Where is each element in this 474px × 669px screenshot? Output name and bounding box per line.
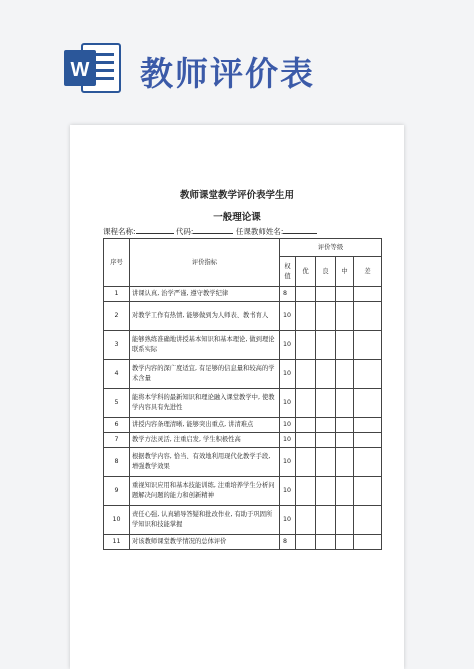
row-excellent-cell [296,477,316,506]
row-excellent-cell [296,389,316,418]
row-weight: 10 [280,302,296,331]
row-good-cell [316,360,336,389]
teacher-name-blank [283,225,317,234]
row-fair-cell [336,302,354,331]
table-row [104,389,382,418]
word-logo-letter: W [70,59,90,81]
course-name-blank [136,225,174,234]
row-fair-cell [336,448,354,477]
row-indicator: 根据教学内容, 恰当、有效地利用现代化教学手段, 增强教学效果 [130,448,280,477]
row-index: 9 [104,477,130,506]
code-blank [193,225,233,234]
row-good-cell [316,433,336,448]
word-document-icon [62,40,124,96]
row-weight: 8 [280,535,296,550]
header-grade: 评价等级 [280,239,382,257]
header-indicator: 评价指标 [130,239,280,287]
row-weight: 10 [280,448,296,477]
row-poor-cell [354,506,382,535]
row-weight: 10 [280,389,296,418]
row-fair-cell [336,287,354,302]
table-row [104,433,382,448]
row-poor-cell [354,418,382,433]
row-poor-cell [354,477,382,506]
row-excellent-cell [296,433,316,448]
header-excellent: 优 [296,257,316,287]
row-fair-cell [336,418,354,433]
header-row-1 [104,239,382,257]
banner [0,0,474,112]
row-poor-cell [354,535,382,550]
code-label: 代码: [175,227,194,236]
row-index: 4 [104,360,130,389]
row-good-cell [316,302,336,331]
row-good-cell [316,389,336,418]
row-excellent-cell [296,506,316,535]
row-fair-cell [336,360,354,389]
row-index: 2 [104,302,130,331]
row-good-cell [316,448,336,477]
row-indicator: 对该教师课堂教学情况的总体评价 [130,535,280,550]
table-row [104,477,382,506]
row-poor-cell [354,389,382,418]
row-excellent-cell [296,287,316,302]
row-weight: 10 [280,477,296,506]
row-excellent-cell [296,448,316,477]
row-weight: 10 [280,360,296,389]
row-excellent-cell [296,535,316,550]
banner-title: 教师评价表 [140,54,315,93]
row-fair-cell [336,433,354,448]
row-indicator: 能够熟练准确地讲授基本知识和基本理论, 做到理论联系实际 [130,331,280,360]
header-index: 序号 [104,239,130,287]
table-row [104,302,382,331]
row-index: 10 [104,506,130,535]
row-index: 3 [104,331,130,360]
row-poor-cell [354,302,382,331]
row-indicator: 责任心强, 认真辅导答疑和批改作业, 有助于巩固所学知识和技能掌握 [130,506,280,535]
row-good-cell [316,535,336,550]
row-good-cell [316,287,336,302]
row-poor-cell [354,331,382,360]
row-indicator: 对教学工作有热情, 能够做到为人师表、教书育人 [130,302,280,331]
row-indicator: 讲课认真, 治学严谨, 遵守教学纪律 [130,287,280,302]
row-index: 5 [104,389,130,418]
row-indicator: 教学内容的深广度适宜, 有足够的信息量和较高的学术含量 [130,360,280,389]
header-weight: 权值 [280,257,296,287]
row-index: 6 [104,418,130,433]
row-weight: 8 [280,287,296,302]
evaluation-table [103,238,382,550]
row-weight: 10 [280,418,296,433]
table-row [104,287,382,302]
row-fair-cell [336,535,354,550]
header-good: 良 [316,257,336,287]
row-index: 8 [104,448,130,477]
row-poor-cell [354,448,382,477]
row-index: 1 [104,287,130,302]
table-row [104,506,382,535]
row-fair-cell [336,331,354,360]
row-good-cell [316,331,336,360]
row-poor-cell [354,287,382,302]
document-title: 教师课堂教学评价表学生用 [179,190,294,201]
row-indicator: 重视知识应用和基本技能训练, 注重培养学生分析问题解决问题的能力和创新精神 [130,477,280,506]
row-fair-cell [336,506,354,535]
row-fair-cell [336,477,354,506]
row-excellent-cell [296,360,316,389]
row-good-cell [316,418,336,433]
table-row [104,448,382,477]
table-row [104,331,382,360]
row-good-cell [316,477,336,506]
table-row [104,418,382,433]
row-index: 11 [104,535,130,550]
row-indicator: 教学方法灵活, 注重启发, 学生积极性高 [130,433,280,448]
header-poor: 差 [354,257,382,287]
document-page [70,125,404,669]
row-good-cell [316,506,336,535]
row-indicator: 讲授内容条理清晰, 能够突出重点, 讲清难点 [130,418,280,433]
row-poor-cell [354,360,382,389]
row-excellent-cell [296,418,316,433]
row-fair-cell [336,389,354,418]
row-excellent-cell [296,302,316,331]
row-weight: 10 [280,331,296,360]
row-weight: 10 [280,506,296,535]
row-excellent-cell [296,331,316,360]
header-fair: 中 [336,257,354,287]
row-weight: 10 [280,433,296,448]
table-body [104,287,382,550]
course-info-line [103,225,317,237]
table-row [104,360,382,389]
teacher-name-label: 任课教师姓名: [235,227,284,236]
course-name-label: 课程名称: [103,227,136,236]
document-subtitle: 一般理论课 [213,212,261,223]
row-index: 7 [104,433,130,448]
table-row [104,535,382,550]
row-poor-cell [354,433,382,448]
row-indicator: 能将本学科的最新知识和理论融入课堂教学中, 使教学内容具有先进性 [130,389,280,418]
